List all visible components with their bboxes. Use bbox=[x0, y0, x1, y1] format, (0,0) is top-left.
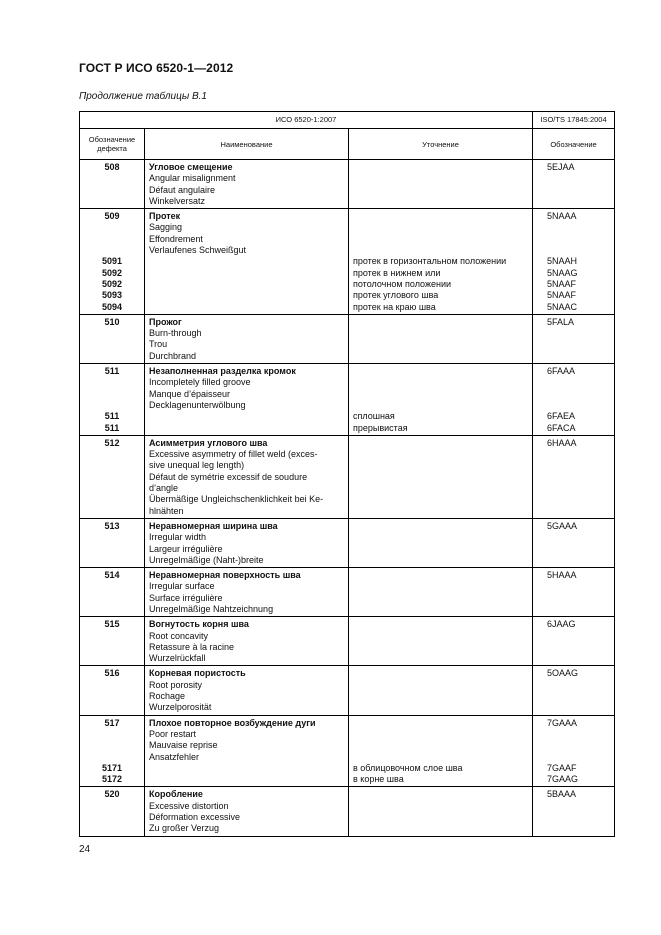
defect-designation: 5HAAA bbox=[547, 570, 577, 581]
defect-designation-cell bbox=[533, 160, 615, 209]
table-row bbox=[80, 715, 615, 787]
defect-code-cell bbox=[80, 666, 145, 715]
defect-code: 512 bbox=[104, 437, 120, 448]
defect-name-translation: Zu großer Verzug bbox=[149, 823, 220, 834]
defect-designation: 6HAAA bbox=[547, 437, 577, 448]
defect-name-translation: Verlaufenes Schweißgut bbox=[149, 245, 247, 256]
defect-code-cell bbox=[80, 435, 145, 518]
defect-name-ru: Коробление bbox=[149, 789, 203, 800]
defect-name-translation: Wurzelporosität bbox=[149, 702, 212, 713]
defect-note bbox=[353, 740, 528, 751]
defect-note: в корне шва bbox=[353, 774, 404, 785]
header-iso-6520: ИСО 6520-1:2007 bbox=[80, 112, 533, 129]
defect-code: 510 bbox=[104, 316, 120, 327]
defect-code-cell bbox=[80, 568, 145, 617]
table-body bbox=[80, 160, 615, 837]
defect-designation bbox=[537, 245, 610, 256]
defect-designation bbox=[537, 222, 610, 233]
defect-code: 517 bbox=[104, 717, 120, 728]
document-title: ГОСТ Р ИСО 6520-1—2012 bbox=[79, 61, 234, 75]
defect-designation: 5NAAC bbox=[547, 301, 578, 312]
defect-name-ru: Вогнутость корня шва bbox=[149, 619, 249, 630]
defect-code: 5094 bbox=[101, 301, 123, 312]
defect-name-translation: Irregular surface bbox=[149, 581, 215, 592]
defect-designation-cell bbox=[533, 787, 615, 836]
defect-name-ru: Прожог bbox=[149, 316, 182, 327]
defect-name-cell bbox=[145, 364, 349, 436]
table-row bbox=[80, 666, 615, 715]
defect-code: 5172 bbox=[101, 774, 123, 785]
defect-name-ru: Неравномерная ширина шва bbox=[149, 520, 278, 531]
defect-name-cell bbox=[145, 666, 349, 715]
defect-designation bbox=[537, 234, 610, 245]
defect-code: 508 bbox=[104, 162, 120, 172]
defect-code: 509 bbox=[104, 211, 120, 222]
defect-code bbox=[84, 389, 140, 400]
defect-designation bbox=[537, 729, 610, 740]
table-row bbox=[80, 364, 615, 436]
defect-note-cell bbox=[349, 314, 533, 363]
defect-name-translation: d’angle bbox=[149, 483, 179, 494]
defect-note-cell bbox=[349, 160, 533, 209]
defect-code: 5171 bbox=[101, 762, 123, 773]
defect-name-translation: Durchbrand bbox=[149, 350, 197, 361]
table-row bbox=[80, 787, 615, 836]
defect-code-cell bbox=[80, 787, 145, 836]
defect-name-translation: Ansatzfehler bbox=[149, 751, 200, 762]
defect-designation: 6FAEA bbox=[547, 411, 576, 422]
defect-code-cell bbox=[80, 617, 145, 666]
defect-code: 520 bbox=[104, 789, 120, 800]
table-row bbox=[80, 568, 615, 617]
defect-name-cell bbox=[145, 787, 349, 836]
defect-designation-cell bbox=[533, 666, 615, 715]
defect-note: в облицовочном слое шва bbox=[353, 762, 463, 773]
defect-note: потолочном положении bbox=[353, 278, 452, 289]
defect-designation bbox=[537, 389, 610, 400]
defect-note: сплошная bbox=[353, 411, 395, 422]
defect-note: протек в нижнем или bbox=[353, 267, 441, 278]
defect-name-translation: Übermäßige Ungleichschenklichkeit bei Ke- bbox=[149, 494, 324, 505]
defect-name-cell bbox=[145, 314, 349, 363]
defect-note: прерывистая bbox=[353, 422, 408, 433]
defect-note-cell bbox=[349, 435, 533, 518]
defect-name-translation: Trou bbox=[149, 339, 168, 350]
defect-name-translation: sive unequal leg length) bbox=[149, 460, 245, 471]
defect-name-ru: Протек bbox=[149, 211, 181, 222]
defect-name-ru: Незаполненная разделка кромок bbox=[149, 366, 296, 377]
defect-name-translation: Incompletely filled groove bbox=[149, 377, 251, 388]
defect-note: протек углового шва bbox=[353, 290, 439, 301]
defect-code: 511 bbox=[104, 411, 120, 422]
defect-designation bbox=[537, 740, 610, 751]
defect-designation-cell bbox=[533, 518, 615, 567]
defect-name-translation: Irregular width bbox=[149, 532, 207, 543]
defect-code bbox=[84, 740, 140, 751]
defect-code: 5091 bbox=[101, 256, 123, 267]
defect-designation: 6FAAA bbox=[547, 366, 576, 377]
defect-name-translation: Sagging bbox=[149, 222, 183, 233]
defect-code bbox=[84, 245, 140, 256]
defect-code-cell bbox=[80, 209, 145, 315]
defect-designation: 6FACA bbox=[547, 422, 576, 433]
table-continuation-caption: Продолжение таблицы В.1 bbox=[79, 91, 207, 102]
defect-name-translation: Root porosity bbox=[149, 679, 203, 690]
defect-designation bbox=[537, 752, 610, 763]
defect-designation-cell bbox=[533, 435, 615, 518]
defect-code: 511 bbox=[104, 366, 120, 377]
col-header-note: Уточнение bbox=[349, 129, 533, 160]
defect-name-translation: Manque d’épaisseur bbox=[149, 388, 231, 399]
defect-code bbox=[84, 222, 140, 233]
defect-designation-cell bbox=[533, 364, 615, 436]
defect-name-translation: Défaut angulaire bbox=[149, 184, 216, 195]
defect-name-ru: Асимметрия углового шва bbox=[149, 437, 268, 448]
defect-designation: 7GAAF bbox=[547, 762, 577, 773]
defect-name-ru: Неравномерная поверхность шва bbox=[149, 570, 301, 581]
page-number: 24 bbox=[79, 844, 91, 855]
defect-note bbox=[353, 366, 528, 377]
defect-name-translation: Unregelmäßige (Naht-)breite bbox=[149, 554, 264, 565]
defect-name-translation: Défaut de symétrie excessif de soudure bbox=[149, 471, 308, 482]
defect-designation: 5GAAA bbox=[547, 520, 578, 531]
defect-name-cell bbox=[145, 568, 349, 617]
defect-code: 5092 bbox=[101, 267, 123, 278]
defect-name-translation: Déformation excessive bbox=[149, 812, 241, 823]
defect-note bbox=[353, 752, 528, 763]
defect-note-cell bbox=[349, 209, 533, 315]
defect-code bbox=[84, 729, 140, 740]
defect-name-ru: Плохое повторное возбуждение дуги bbox=[149, 717, 316, 728]
defect-designation: 6JAAG bbox=[547, 619, 576, 630]
defect-designation-cell bbox=[533, 715, 615, 787]
defect-note bbox=[353, 211, 528, 222]
defect-name-cell bbox=[145, 160, 349, 209]
defect-name-cell bbox=[145, 435, 349, 518]
defect-code-cell bbox=[80, 314, 145, 363]
defect-name-cell bbox=[145, 518, 349, 567]
defect-name-translation: Excessive asymmetry of fillet weld (exces- bbox=[149, 449, 318, 460]
defect-note-cell bbox=[349, 666, 533, 715]
defect-designation: 5NAAG bbox=[547, 267, 578, 278]
defect-code: 511 bbox=[104, 422, 120, 433]
defect-note bbox=[353, 222, 528, 233]
header-iso-ts-17845: ISO/TS 17845:2004 bbox=[533, 112, 615, 129]
col-header-code: Обозначение дефекта bbox=[80, 129, 145, 160]
defect-note-cell bbox=[349, 715, 533, 787]
defect-designation: 5NAAA bbox=[547, 211, 577, 222]
table-row bbox=[80, 518, 615, 567]
defect-name-translation: Angular misalignment bbox=[149, 173, 236, 184]
defect-note bbox=[353, 400, 528, 411]
defect-designation bbox=[537, 400, 610, 411]
defect-name-translation: Excessive distortion bbox=[149, 800, 229, 811]
table-row bbox=[80, 209, 615, 315]
defect-note bbox=[353, 729, 528, 740]
defect-code-cell bbox=[80, 518, 145, 567]
defect-designation: 7GAAA bbox=[547, 717, 578, 728]
defect-name-translation: Decklagenunterwölbung bbox=[149, 399, 246, 410]
defect-name-ru: Угловое смещение bbox=[149, 162, 233, 172]
defect-code: 5093 bbox=[101, 290, 123, 301]
defect-code bbox=[84, 377, 140, 388]
defect-name-cell bbox=[145, 715, 349, 787]
defect-code-cell bbox=[80, 364, 145, 436]
defect-name-translation: Unregelmäßige Nahtzeichnung bbox=[149, 603, 274, 614]
defect-note bbox=[353, 389, 528, 400]
defect-designation: 5EJAA bbox=[547, 162, 575, 172]
defect-designation: 5NAAF bbox=[547, 278, 577, 289]
col-header-name: Наименование bbox=[145, 129, 349, 160]
defect-name-ru: Корневая пористость bbox=[149, 668, 246, 679]
defect-code bbox=[84, 400, 140, 411]
defect-name-translation: Effondrement bbox=[149, 233, 203, 244]
defect-code: 5092 bbox=[101, 278, 123, 289]
defect-code: 513 bbox=[104, 520, 120, 531]
defect-name-translation: Poor restart bbox=[149, 728, 197, 739]
defect-name-translation: Rochage bbox=[149, 691, 186, 702]
defect-note-cell bbox=[349, 364, 533, 436]
defect-name-translation: Surface irrégulière bbox=[149, 592, 223, 603]
defect-designation: 5BAAA bbox=[547, 789, 577, 800]
table-row bbox=[80, 617, 615, 666]
defect-note: протек в горизонтальном положении bbox=[353, 256, 507, 267]
defect-note bbox=[353, 245, 528, 256]
defect-designation: 5FALA bbox=[547, 316, 575, 327]
defect-code bbox=[84, 752, 140, 763]
defect-code-cell bbox=[80, 160, 145, 209]
defect-name-translation: Wurzelrückfall bbox=[149, 653, 206, 664]
defect-name-cell bbox=[145, 209, 349, 315]
defect-code-cell bbox=[80, 715, 145, 787]
defect-designation: 7GAAG bbox=[547, 774, 579, 785]
defect-code: 516 bbox=[104, 668, 120, 679]
defect-designation-cell bbox=[533, 314, 615, 363]
defect-designation bbox=[537, 377, 610, 388]
defect-name-translation: Root concavity bbox=[149, 630, 209, 641]
defect-note bbox=[353, 718, 528, 729]
defect-code bbox=[84, 234, 140, 245]
defect-name-translation: Winkelversatz bbox=[149, 195, 206, 206]
defect-code: 514 bbox=[104, 570, 120, 581]
defect-name-cell bbox=[145, 617, 349, 666]
defect-name-translation: Retassure à la racine bbox=[149, 641, 235, 652]
defect-designation-cell bbox=[533, 617, 615, 666]
defect-name-translation: hlnähten bbox=[149, 505, 184, 516]
defect-note-cell bbox=[349, 617, 533, 666]
defect-note bbox=[353, 234, 528, 245]
defect-designation: 5OAAG bbox=[547, 668, 579, 679]
defect-note bbox=[353, 377, 528, 388]
table-row bbox=[80, 435, 615, 518]
defect-designation: 5NAAF bbox=[547, 290, 577, 301]
defect-note-cell bbox=[349, 787, 533, 836]
table-row bbox=[80, 160, 615, 209]
defect-note: протек на краю шва bbox=[353, 301, 436, 312]
table-row bbox=[80, 314, 615, 363]
defect-note-cell bbox=[349, 568, 533, 617]
defect-name-translation: Mauvaise reprise bbox=[149, 740, 218, 751]
defect-name-translation: Largeur irrégulière bbox=[149, 543, 223, 554]
defect-designation: 5NAAH bbox=[547, 256, 578, 267]
defects-table bbox=[79, 111, 615, 837]
defect-designation-cell bbox=[533, 209, 615, 315]
defect-note-cell bbox=[349, 518, 533, 567]
defect-designation-cell bbox=[533, 568, 615, 617]
col-header-designation: Обозначение bbox=[533, 129, 615, 160]
defect-name-translation: Burn-through bbox=[149, 328, 202, 339]
defect-code: 515 bbox=[104, 619, 120, 630]
